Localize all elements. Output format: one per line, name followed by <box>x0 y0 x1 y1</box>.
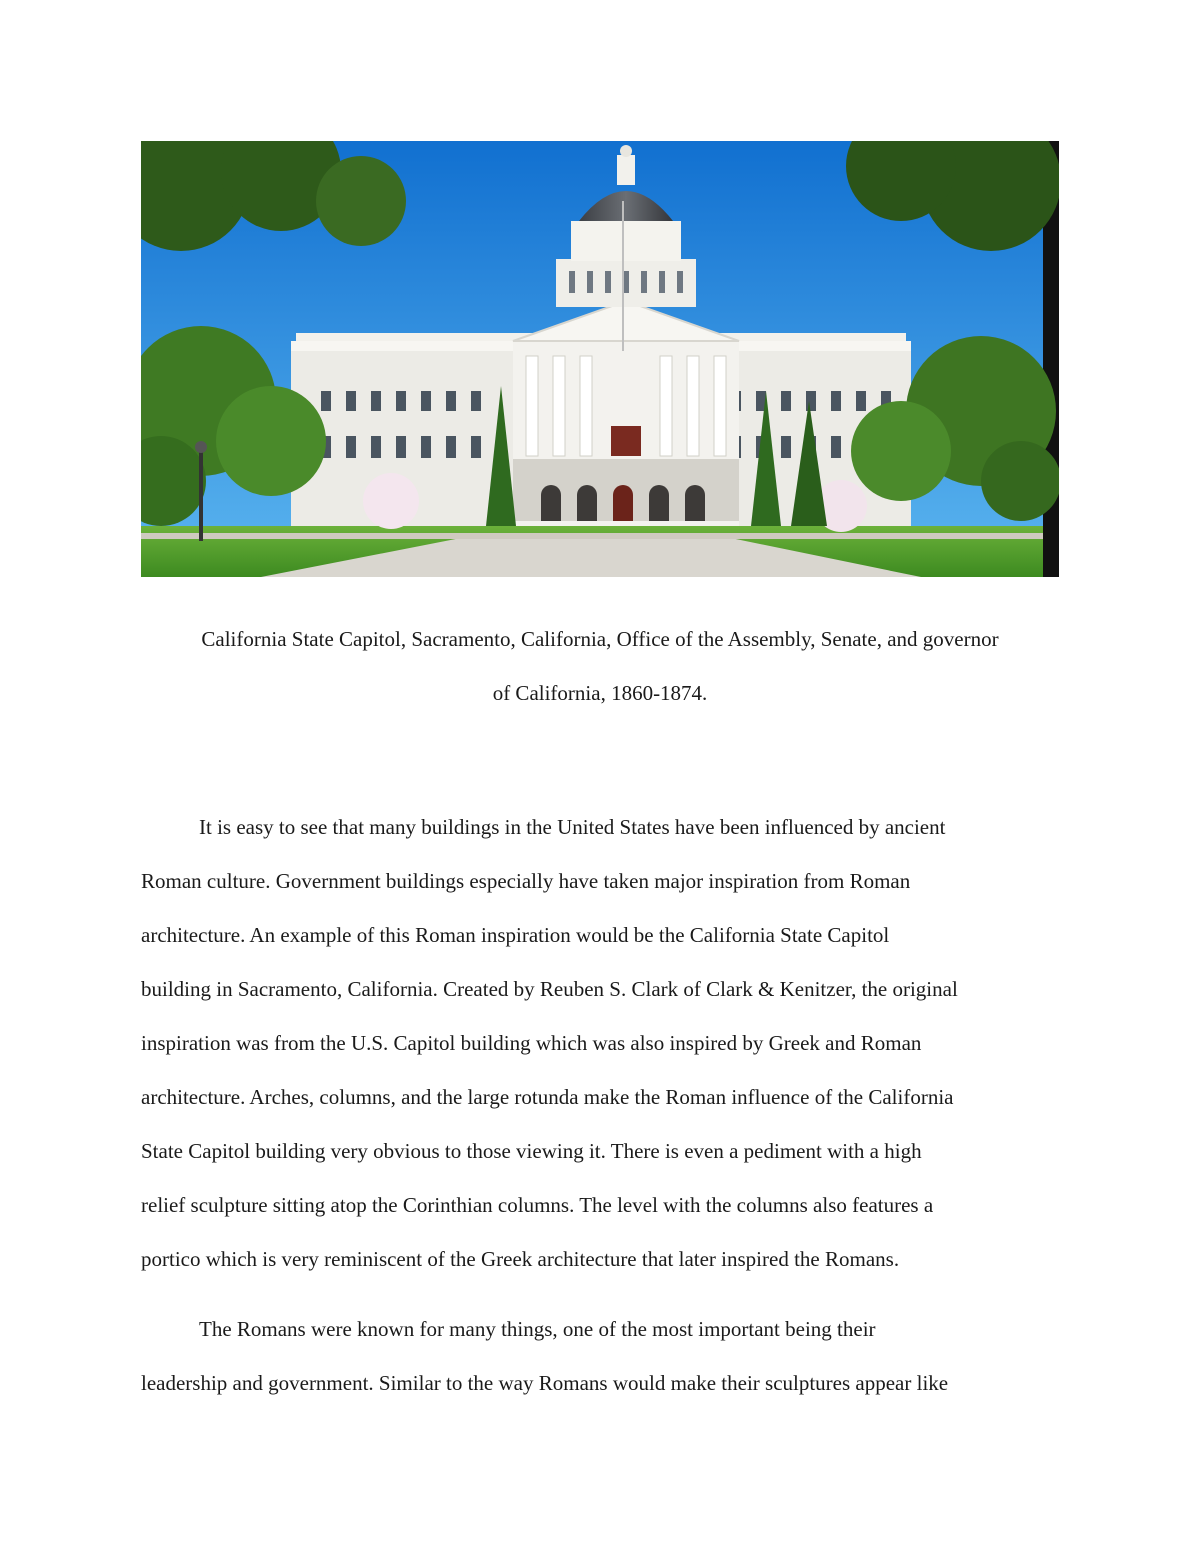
paragraph <box>141 800 1059 1286</box>
text-line: inspiration was from the U.S. Capitol building which was also inspired by Greek and Roman <box>141 1031 922 1055</box>
blossom-tree <box>363 473 419 529</box>
capitol-illustration <box>141 141 1059 577</box>
paragraph <box>141 1302 1059 1410</box>
entrance-door <box>611 426 641 456</box>
text-line: building in Sacramento, California. Created by Reuben S. Clark of Clark & Kenitzer, the original <box>141 977 958 1001</box>
text-line: It is easy to see that many buildings in the United States have been influenced by ancient <box>199 815 946 839</box>
text-line: leadership and government. Similar to the way Romans would make their sculptures appear like <box>141 1371 949 1395</box>
figure-caption <box>141 612 1059 720</box>
text-line: State Capitol building very obvious to those viewing it. There is even a pediment with a high <box>141 1139 922 1163</box>
lantern <box>617 155 635 185</box>
text-line: Roman culture. Government buildings especially have taken major inspiration from Roman <box>141 869 911 893</box>
text-line: portico which is very reminiscent of the Greek architecture that later inspired the Romans. <box>141 1247 900 1271</box>
text-line: The Romans were known for many things, one of the most important being their <box>199 1317 876 1341</box>
caption-line: of California, 1860-1874. <box>492 681 708 705</box>
capitol-building-photo <box>141 141 1059 577</box>
text-line: relief sculpture sitting atop the Corinthian columns. The level with the columns also features a <box>141 1193 934 1217</box>
caption-line: California State Capitol, Sacramento, California, Office of the Assembly, Senate, and governor <box>201 627 999 651</box>
text-line: architecture. Arches, columns, and the large rotunda make the Roman influence of the California <box>141 1085 954 1109</box>
text-line: architecture. An example of this Roman inspiration would be the California State Capitol <box>141 923 890 947</box>
essay-body <box>141 800 1059 1410</box>
